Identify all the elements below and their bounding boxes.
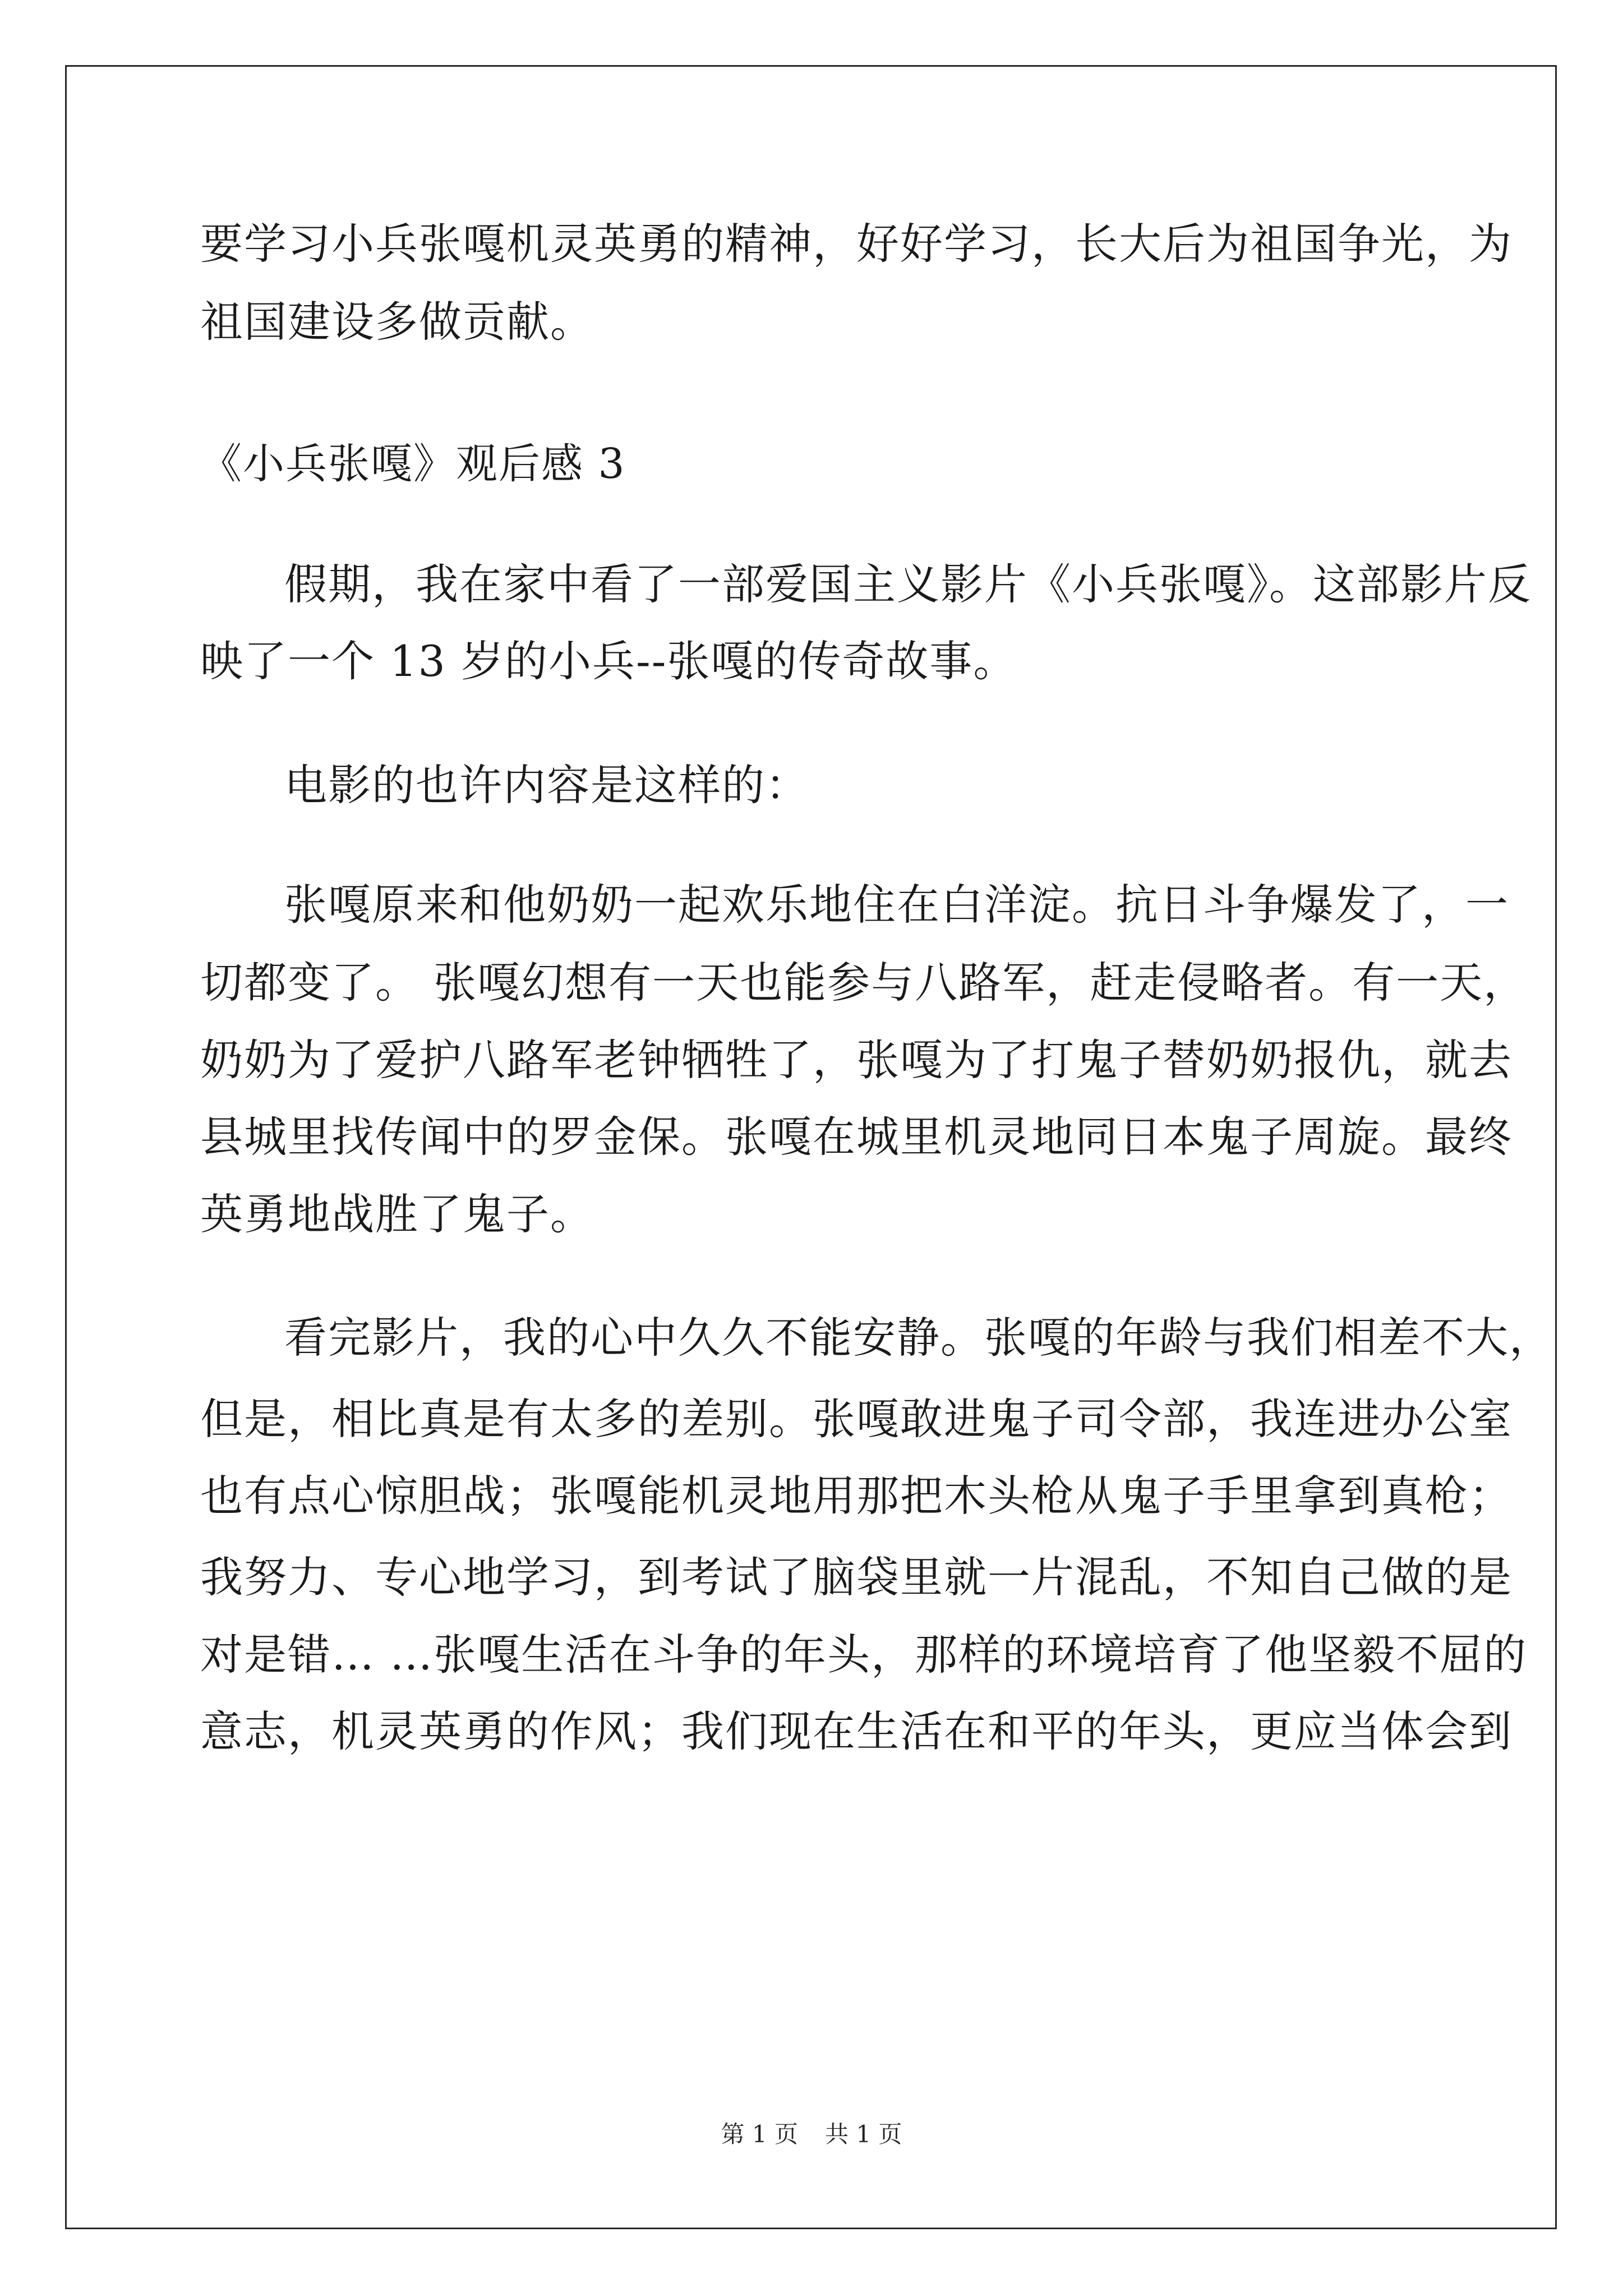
paragraph-line: 但是，相比真是有太多的差别。张嘎敢进鬼子司令部，我连进办公室 [200, 1394, 1513, 1444]
paragraph-line: 假期，我在家中看了一部爱国主义影片《小兵张嘎》。这部影片反 [284, 559, 1532, 609]
paragraph-line: 映了一个 13 岁的小兵--张嘎的传奇故事。 [200, 636, 1017, 686]
paragraph-line: 也有点心惊胆战；张嘎能机灵地用那把木头枪从鬼子手里拿到真枪； [200, 1471, 1513, 1521]
paragraph-line: 我努力、专心地学习，到考试了脑袋里就一片混乱，不知自己做的是 [200, 1552, 1513, 1602]
paragraph-line: 对是错… …张嘎生活在斗争的年头，那样的环境培育了他坚毅不屈的 [200, 1630, 1528, 1680]
page-footer [0, 2120, 1623, 2148]
paragraph-line: 看完影片，我的心中久久不能安静。张嘎的年龄与我们相差不大， [284, 1313, 1553, 1363]
paragraph-line: 要学习小兵张嘎机灵英勇的精神，好好学习，长大后为祖国争光，为 [200, 219, 1513, 269]
paragraph-line: 意志，机灵英勇的作风；我们现在生活在和平的年头，更应当体会到 [200, 1706, 1513, 1756]
page-total: 共 1 页 [825, 2120, 902, 2148]
section-heading: 《小兵张嘎》观后感 3 [200, 440, 626, 488]
paragraph-line: 奶奶为了爱护八路军老钟牺牲了，张嘎为了打鬼子替奶奶报仇，就去 [200, 1035, 1513, 1085]
page-number: 第 1 页 [721, 2120, 798, 2148]
paragraph-line: 祖国建设多做贡献。 [200, 297, 594, 347]
paragraph-line: 切都变了。 张嘎幻想有一天也能参与八路军，赶走侵略者。有一天， [200, 958, 1528, 1007]
paragraph-line: 电影的也许内容是这样的： [284, 760, 809, 810]
paragraph-line: 县城里找传闻中的罗金保。张嘎在城里机灵地同日本鬼子周旋。最终 [200, 1112, 1513, 1162]
paragraph-line: 张嘎原来和他奶奶一起欢乐地住在白洋淀。抗日斗争爆发了，一 [284, 880, 1509, 930]
paragraph-line: 英勇地战胜了鬼子。 [200, 1189, 594, 1239]
